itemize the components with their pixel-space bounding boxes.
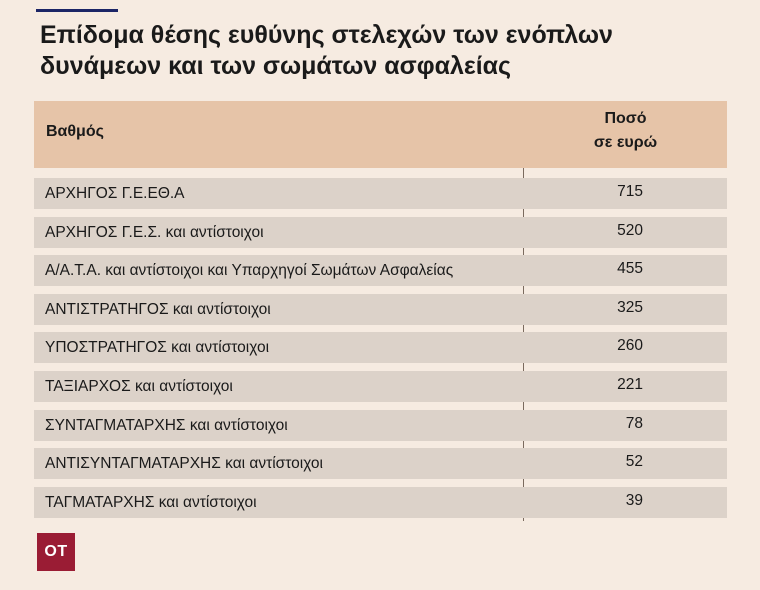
- table-row: [34, 371, 727, 402]
- title-line-2: δυνάμεων και των σωμάτων ασφαλείας: [40, 52, 512, 80]
- page-title: [40, 20, 730, 82]
- amount-cell: 39: [625, 491, 643, 509]
- table-row: [34, 294, 727, 325]
- rank-cell: ΑΡΧΗΓΟΣ Γ.Ε.Σ. και αντίστοιχοι: [45, 223, 264, 241]
- table-row: [34, 178, 727, 209]
- header-amount-line-2: σε ευρώ: [593, 134, 658, 151]
- header-rank: Βαθμός: [46, 123, 104, 140]
- amount-cell: 520: [617, 221, 643, 239]
- rank-cell: Α/Α.Τ.Α. και αντίστοιχοι και Υπαρχηγοί Σωμάτων Ασφαλείας: [45, 262, 454, 280]
- amount-cell: 78: [625, 414, 643, 432]
- amount-cell: 715: [617, 183, 643, 200]
- rank-cell: ΤΑΓΜΑΤΑΡΧΗΣ και αντίστοιχοι: [45, 493, 257, 511]
- header-amount: [524, 107, 727, 155]
- rank-cell: ΤΑΞΙΑΡΧΟΣ και αντίστοιχοι: [45, 377, 233, 395]
- ot-logo: OT: [37, 533, 75, 571]
- table-row: [34, 448, 727, 479]
- table-body: [34, 178, 727, 518]
- table-row: [34, 410, 727, 441]
- rank-cell: ΣΥΝΤΑΓΜΑΤΑΡΧΗΣ και αντίστοιχοι: [45, 416, 288, 434]
- amount-cell: 260: [617, 337, 643, 355]
- table-row: [34, 487, 727, 518]
- header-amount-line-1: Ποσό: [604, 110, 647, 127]
- rank-cell: ΑΝΤΙΣΥΝΤΑΓΜΑΤΑΡΧΗΣ και αντίστοιχοι: [45, 455, 323, 473]
- amount-cell: 52: [625, 453, 643, 471]
- rank-cell: ΑΝΤΙΣΤΡΑΤΗΓΟΣ και αντίστοιχοι: [45, 300, 271, 318]
- amount-cell: 221: [617, 375, 643, 393]
- rank-cell: ΥΠΟΣΤΡΑΤΗΓΟΣ και αντίστοιχοι: [45, 339, 270, 357]
- title-line-1: Επίδομα θέσης ευθύνης στελεχών των ενόπλων: [40, 21, 613, 49]
- amount-cell: 325: [617, 298, 643, 316]
- rank-cell: ΑΡΧΗΓΟΣ Γ.Ε.ΕΘ.Α: [45, 185, 185, 202]
- amount-cell: 455: [617, 260, 643, 278]
- table-row: [34, 332, 727, 363]
- table-row: [34, 255, 727, 286]
- allowance-table: [34, 101, 727, 525]
- title-accent-rule: [36, 9, 118, 12]
- table-header: [34, 101, 727, 168]
- table-row: [34, 217, 727, 248]
